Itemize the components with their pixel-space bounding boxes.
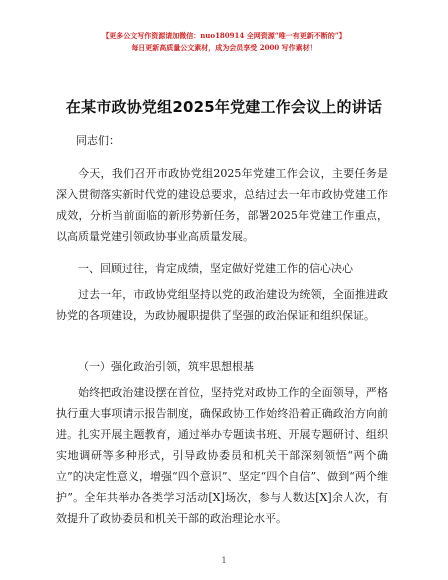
review-paragraph-block (56, 284, 388, 326)
section-heading: 一、回顾过往，肯定成绩，坚定做好党建工作的信心决心 (78, 262, 353, 275)
salutation: 同志们： (76, 134, 120, 147)
promo-banner-line-1: 【更多公文写作资源请加微信：nuo180914 全网资源“唯一有更新不断的”】 (102, 31, 346, 40)
document-title: 在某市政协党组2025年党建工作会议上的讲话 (65, 98, 383, 116)
review-paragraph: 过去一年，市政协党组坚持以党的政治建设为统领，全面推进政协党的各项建设，为政协履职提供了坚强的政治保证和组织保证。 (56, 288, 388, 322)
promo-banner-line-2: 每日更新高质量公文素材，成为会员享受 2000 写作素材！ (131, 43, 317, 52)
intro-paragraph-block (56, 163, 388, 247)
page-number: 1 (221, 556, 227, 565)
body-paragraph-block (56, 382, 388, 529)
body-paragraph: 始终把政治建设摆在首位，坚持党对政协工作的全面领导，严格执行重大事项请示报告制度，确保政协工作始终沿着正确政治方向前进。扎实开展主题教育，通过举办专题读书班、开展专题研讨、组织实地调研等多种形式，引导政协委员和机关干部深刻领悟“两个确立”的决定性意义，增强“四个意识”、坚定“四个自信”、做到“两个维护”。全年共举办各类学习活动[X]场次，参与人数达[X]余人次，有效提升了政协委员和机关干部的政治理论水平。 (56, 386, 388, 525)
intro-paragraph: 今天，我们召开市政协党组2025年党建工作会议，主要任务是深入贯彻落实新时代党的建设总要求，总结过去一年市政协党建工作成效，分析当前面临的新形势新任务，部署2025年党建工作重点，以高质量党建引领政协事业高质量发展。 (56, 167, 388, 243)
subsection-heading: （一）强化政治引领，筑牢思想根基 (78, 360, 254, 373)
section-heading-block (56, 258, 388, 279)
subsection-heading-block (56, 356, 388, 377)
